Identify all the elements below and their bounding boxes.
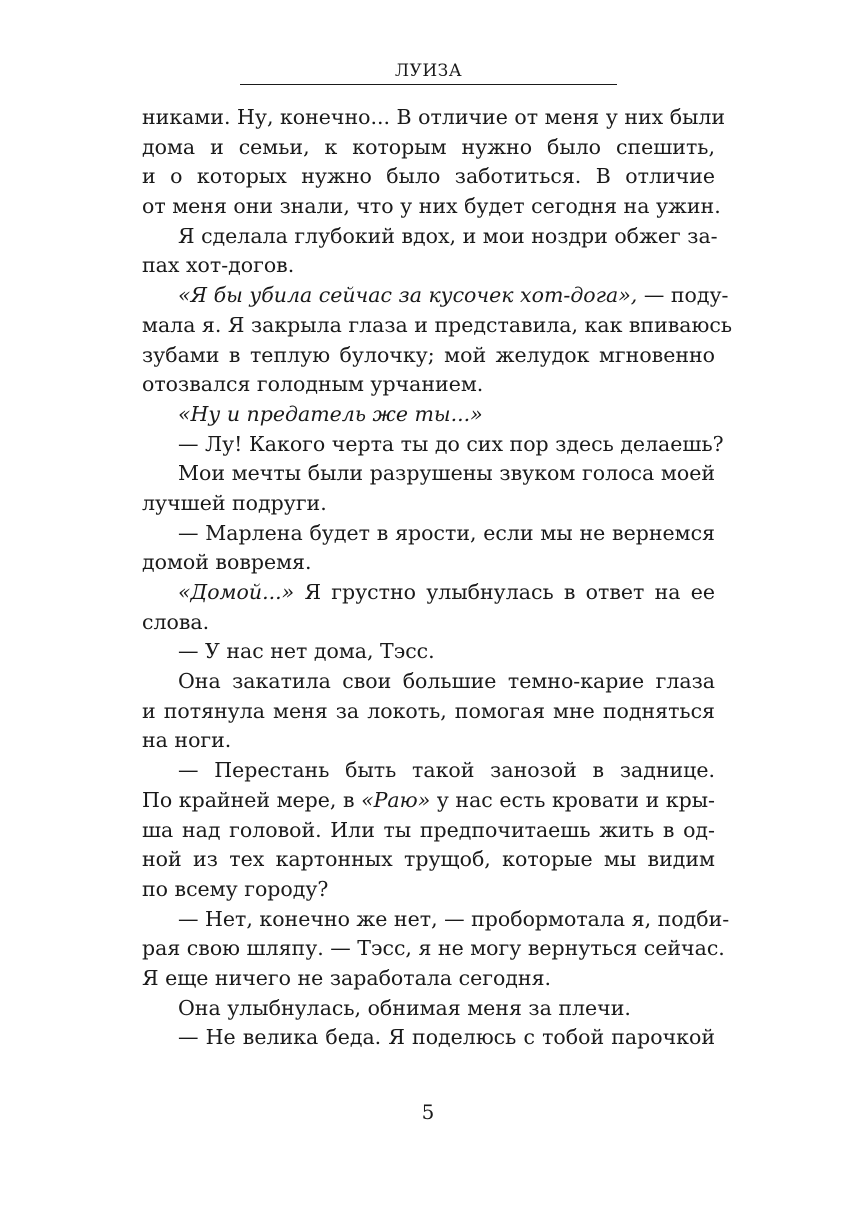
text-run: никами. Ну, конечно... В отличие от меня у них были: [142, 105, 726, 129]
header-rule: [240, 84, 617, 85]
text-line: [142, 845, 715, 875]
running-header-title: ЛУИЗА: [394, 61, 463, 81]
text-run: — поду-: [637, 283, 729, 308]
text-line: [142, 697, 715, 727]
text-run: Я грустно улыбнулась в ответ на ее: [294, 580, 715, 604]
text-line: [142, 103, 726, 133]
page-number: 5: [421, 1100, 435, 1124]
text-run: лучшей подруги.: [142, 490, 327, 515]
text-line: [142, 578, 715, 608]
text-line: [142, 251, 715, 281]
text-run: мала я. Я закрыла глаза и представила, как впиваюсь: [142, 312, 733, 337]
text-line: [142, 875, 715, 905]
text-run: Мои мечты были разрушены звуком голоса моей: [178, 461, 715, 486]
italic-text-run: «Ну и предатель же ты...»: [178, 401, 483, 426]
text-run: ша над головой. Или ты предпочитаешь жить в од-: [142, 817, 715, 842]
text-run: — Нет, конечно же нет, — пробормотала я, подби-: [178, 906, 730, 931]
text-line: [142, 519, 715, 549]
text-run: и потянула меня за локоть, помогая мне подняться: [142, 698, 715, 723]
text-run: — Перестань быть такой занозой в заднице.: [178, 758, 715, 783]
text-line: [142, 964, 715, 994]
text-run: — Лу! Какого черта ты до сих пор здесь делаешь?: [178, 431, 724, 456]
text-run: Я еще ничего не заработала сегодня.: [142, 965, 552, 990]
text-run: от меня они знали, что у них будет сегодня на ужин.: [142, 194, 721, 219]
text-line: [142, 311, 733, 341]
text-line: [142, 430, 724, 460]
text-run: — Не велика беда. Я поделюсь с тобой парочкой: [178, 1025, 715, 1050]
text-run: ной из тех картонных трущоб, которые мы видим: [142, 847, 715, 872]
text-line: [142, 756, 715, 786]
text-line: [142, 816, 715, 846]
text-run: — У нас нет дома, Тэсс.: [178, 639, 435, 664]
text-run: домой вовремя.: [142, 550, 312, 575]
text-line: [142, 637, 715, 667]
text-run: зубами в теплую булочку; мой желудок мгновенно: [142, 342, 715, 367]
text-line: [142, 786, 715, 816]
italic-text-run: «Домой...»: [178, 580, 295, 604]
text-line: [142, 281, 729, 311]
text-line: [142, 459, 715, 489]
text-run: отозвался голодным урчанием.: [142, 372, 484, 397]
italic-text-run: «Я бы убила сейчас за кусочек хот-дога»,: [178, 283, 638, 308]
text-line: [142, 162, 715, 192]
text-line: [142, 370, 715, 400]
text-line: [142, 400, 715, 430]
text-run: и о которых нужно было заботиться. В отличие: [142, 164, 715, 189]
text-run: Она улыбнулась, обнимая меня за плечи.: [178, 995, 631, 1020]
text-run: Она закатила свои большие темно-карие глаза: [178, 669, 715, 694]
text-run: рая свою шляпу. — Тэсс, я не могу вернуться сейчас.: [142, 936, 725, 961]
text-line: [142, 548, 715, 578]
text-line: [142, 489, 715, 519]
text-line: [142, 192, 721, 222]
text-line: [142, 667, 715, 697]
text-line: [142, 994, 715, 1024]
text-run: — Марлена будет в ярости, если мы не вернемся: [178, 520, 715, 545]
text-run: Я сделала глубокий вдох, и мои ноздри обжег за-: [178, 223, 718, 248]
text-line: [142, 726, 715, 756]
text-run: По крайней мере, в: [142, 787, 362, 812]
text-run: у нас есть кровати и кры-: [430, 787, 715, 812]
text-line: [142, 133, 715, 163]
text-line: [142, 608, 715, 638]
text-line: [142, 222, 718, 252]
text-run: по всему городу?: [142, 876, 329, 901]
text-line: [142, 1023, 715, 1053]
text-line: [142, 905, 730, 935]
body-text: [142, 103, 733, 1053]
text-run: слова.: [142, 609, 210, 634]
italic-text-run: «Раю»: [361, 787, 431, 812]
text-run: пах хот-догов.: [142, 253, 295, 278]
text-line: [142, 341, 715, 371]
text-run: на ноги.: [142, 728, 232, 753]
text-run: дома и семьи, к которым нужно было спешить,: [142, 134, 715, 159]
text-line: [142, 934, 725, 964]
